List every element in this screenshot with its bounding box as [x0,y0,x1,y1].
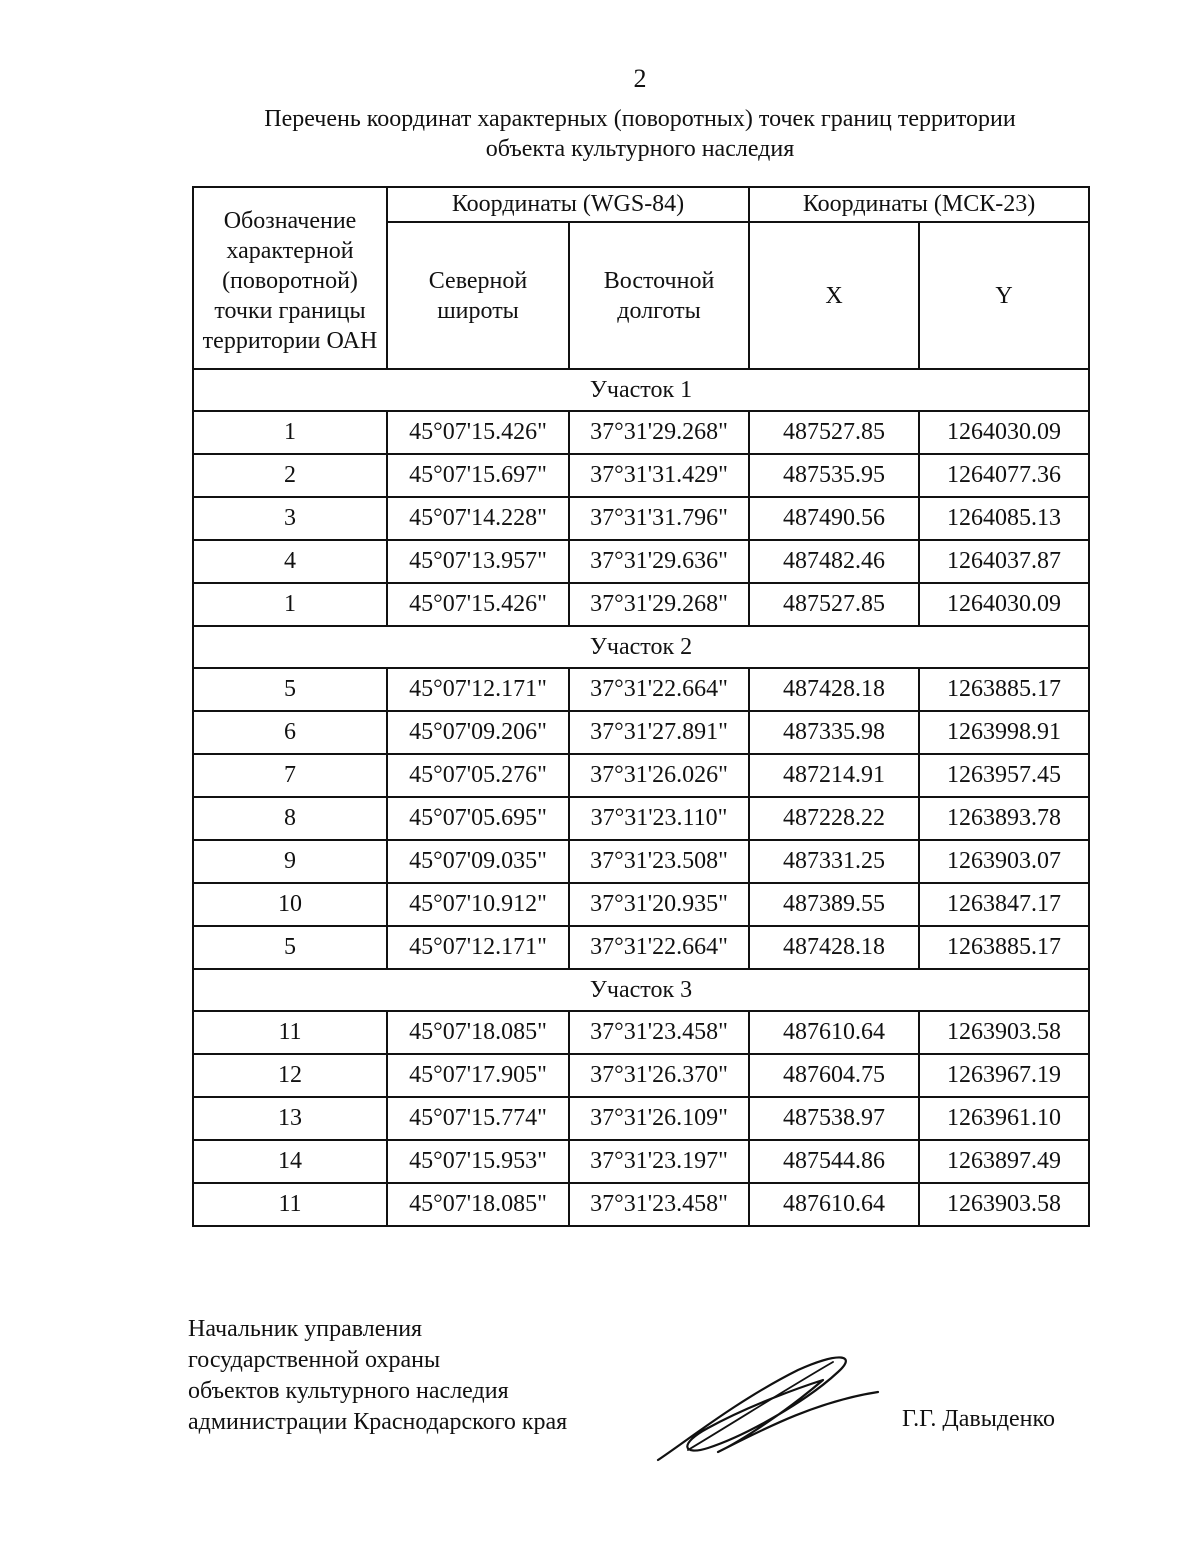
east-longitude-cell: 37°31'20.935" [569,883,749,926]
header-north-latitude: Северной широты [387,222,569,369]
east-longitude-cell: 37°31'31.429" [569,454,749,497]
x-coordinate-cell: 487331.25 [749,840,919,883]
table-row [193,583,1089,626]
east-longitude-cell: 37°31'23.110" [569,797,749,840]
point-number-cell: 1 [193,583,387,626]
y-coordinate-cell: 1263903.58 [919,1011,1089,1054]
table-row [193,411,1089,454]
east-longitude-cell: 37°31'26.370" [569,1054,749,1097]
signatory-position-line: Начальник управления [188,1316,423,1342]
north-latitude-cell: 45°07'10.912" [387,883,569,926]
point-number-cell: 4 [193,540,387,583]
east-longitude-cell: 37°31'31.796" [569,497,749,540]
document-title [200,104,1080,164]
point-number-cell: 7 [193,754,387,797]
point-number-cell: 12 [193,1054,387,1097]
signatory-position-line: администрации Краснодарского края [188,1409,568,1435]
y-coordinate-cell: 1264085.13 [919,497,1089,540]
header-x: X [749,222,919,369]
y-coordinate-cell: 1263885.17 [919,926,1089,969]
y-coordinate-cell: 1263903.58 [919,1183,1089,1226]
east-longitude-cell: 37°31'27.891" [569,711,749,754]
point-number-cell: 1 [193,411,387,454]
east-longitude-cell: 37°31'22.664" [569,926,749,969]
handwritten-signature [648,1340,888,1470]
y-coordinate-cell: 1263897.49 [919,1140,1089,1183]
east-longitude-cell: 37°31'22.664" [569,668,749,711]
x-coordinate-cell: 487610.64 [749,1011,919,1054]
east-longitude-cell: 37°31'26.026" [569,754,749,797]
y-coordinate-cell: 1264030.09 [919,583,1089,626]
section-title: Участок 2 [193,626,1089,668]
y-coordinate-cell: 1264037.87 [919,540,1089,583]
east-longitude-cell: 37°31'23.458" [569,1183,749,1226]
table-row [193,454,1089,497]
point-number-cell: 9 [193,840,387,883]
y-coordinate-cell: 1263847.17 [919,883,1089,926]
north-latitude-cell: 45°07'12.171" [387,668,569,711]
table-row [193,1011,1089,1054]
north-latitude-cell: 45°07'14.228" [387,497,569,540]
east-longitude-cell: 37°31'23.197" [569,1140,749,1183]
north-latitude-cell: 45°07'09.206" [387,711,569,754]
north-latitude-cell: 45°07'15.426" [387,583,569,626]
point-number-cell: 8 [193,797,387,840]
y-coordinate-cell: 1263998.91 [919,711,1089,754]
x-coordinate-cell: 487604.75 [749,1054,919,1097]
page-number: 2 [633,64,647,93]
north-latitude-cell: 45°07'18.085" [387,1183,569,1226]
y-coordinate-cell: 1263885.17 [919,668,1089,711]
section-row [193,626,1089,668]
north-latitude-cell: 45°07'13.957" [387,540,569,583]
header-y: Y [919,222,1089,369]
y-coordinate-cell: 1263967.19 [919,1054,1089,1097]
table-row [193,540,1089,583]
y-coordinate-cell: 1263961.10 [919,1097,1089,1140]
table-row [193,1183,1089,1226]
north-latitude-cell: 45°07'05.695" [387,797,569,840]
coordinates-table-body [193,369,1089,1226]
east-longitude-cell: 37°31'23.508" [569,840,749,883]
north-latitude-cell: 45°07'05.276" [387,754,569,797]
point-number-cell: 13 [193,1097,387,1140]
east-longitude-cell: 37°31'26.109" [569,1097,749,1140]
north-latitude-cell: 45°07'15.774" [387,1097,569,1140]
signer-name: Г.Г. Давыденко [902,1406,1055,1432]
x-coordinate-cell: 487428.18 [749,668,919,711]
table-row [193,497,1089,540]
section-title: Участок 3 [193,969,1089,1011]
document-title-line-1: Перечень координат характерных (поворотных) точек границ территории [264,106,1016,132]
section-row [193,969,1089,1011]
table-row [193,840,1089,883]
x-coordinate-cell: 487389.55 [749,883,919,926]
table-row [193,711,1089,754]
point-number-cell: 6 [193,711,387,754]
header-designation: Обозначение характерной (поворотной) точки границы территории ОАН [193,187,387,369]
point-number-cell: 5 [193,668,387,711]
north-latitude-cell: 45°07'15.697" [387,454,569,497]
north-latitude-cell: 45°07'18.085" [387,1011,569,1054]
point-number-cell: 2 [193,454,387,497]
section-title: Участок 1 [193,369,1089,411]
table-row [193,883,1089,926]
x-coordinate-cell: 487490.56 [749,497,919,540]
signatory-position-line: объектов культурного наследия [188,1378,509,1404]
x-coordinate-cell: 487335.98 [749,711,919,754]
point-number-cell: 5 [193,926,387,969]
x-coordinate-cell: 487428.18 [749,926,919,969]
table-row [193,754,1089,797]
table-row [193,797,1089,840]
east-longitude-cell: 37°31'29.636" [569,540,749,583]
document-title-line-2: объекта культурного наследия [485,136,795,162]
signatory-position-line: государственной охраны [188,1347,441,1373]
north-latitude-cell: 45°07'15.426" [387,411,569,454]
x-coordinate-cell: 487610.64 [749,1183,919,1226]
x-coordinate-cell: 487527.85 [749,583,919,626]
table-row [193,668,1089,711]
east-longitude-cell: 37°31'29.268" [569,583,749,626]
y-coordinate-cell: 1263957.45 [919,754,1089,797]
north-latitude-cell: 45°07'09.035" [387,840,569,883]
x-coordinate-cell: 487482.46 [749,540,919,583]
table-row [193,1097,1089,1140]
x-coordinate-cell: 487544.86 [749,1140,919,1183]
x-coordinate-cell: 487535.95 [749,454,919,497]
x-coordinate-cell: 487228.22 [749,797,919,840]
point-number-cell: 10 [193,883,387,926]
north-latitude-cell: 45°07'12.171" [387,926,569,969]
x-coordinate-cell: 487538.97 [749,1097,919,1140]
y-coordinate-cell: 1263903.07 [919,840,1089,883]
north-latitude-cell: 45°07'15.953" [387,1140,569,1183]
x-coordinate-cell: 487214.91 [749,754,919,797]
header-wgs84-group: Координаты (WGS-84) [387,187,749,222]
point-number-cell: 3 [193,497,387,540]
y-coordinate-cell: 1264077.36 [919,454,1089,497]
north-latitude-cell: 45°07'17.905" [387,1054,569,1097]
point-number-cell: 11 [193,1011,387,1054]
table-row [193,1054,1089,1097]
header-east-longitude: Восточной долготы [569,222,749,369]
east-longitude-cell: 37°31'23.458" [569,1011,749,1054]
section-row [193,369,1089,411]
east-longitude-cell: 37°31'29.268" [569,411,749,454]
point-number-cell: 11 [193,1183,387,1226]
table-row [193,1140,1089,1183]
signatory-position [188,1314,668,1438]
y-coordinate-cell: 1264030.09 [919,411,1089,454]
point-number-cell: 14 [193,1140,387,1183]
x-coordinate-cell: 487527.85 [749,411,919,454]
coordinates-table [192,186,1090,1227]
y-coordinate-cell: 1263893.78 [919,797,1089,840]
table-row [193,926,1089,969]
header-msk23-group: Координаты (МСК-23) [749,187,1089,222]
